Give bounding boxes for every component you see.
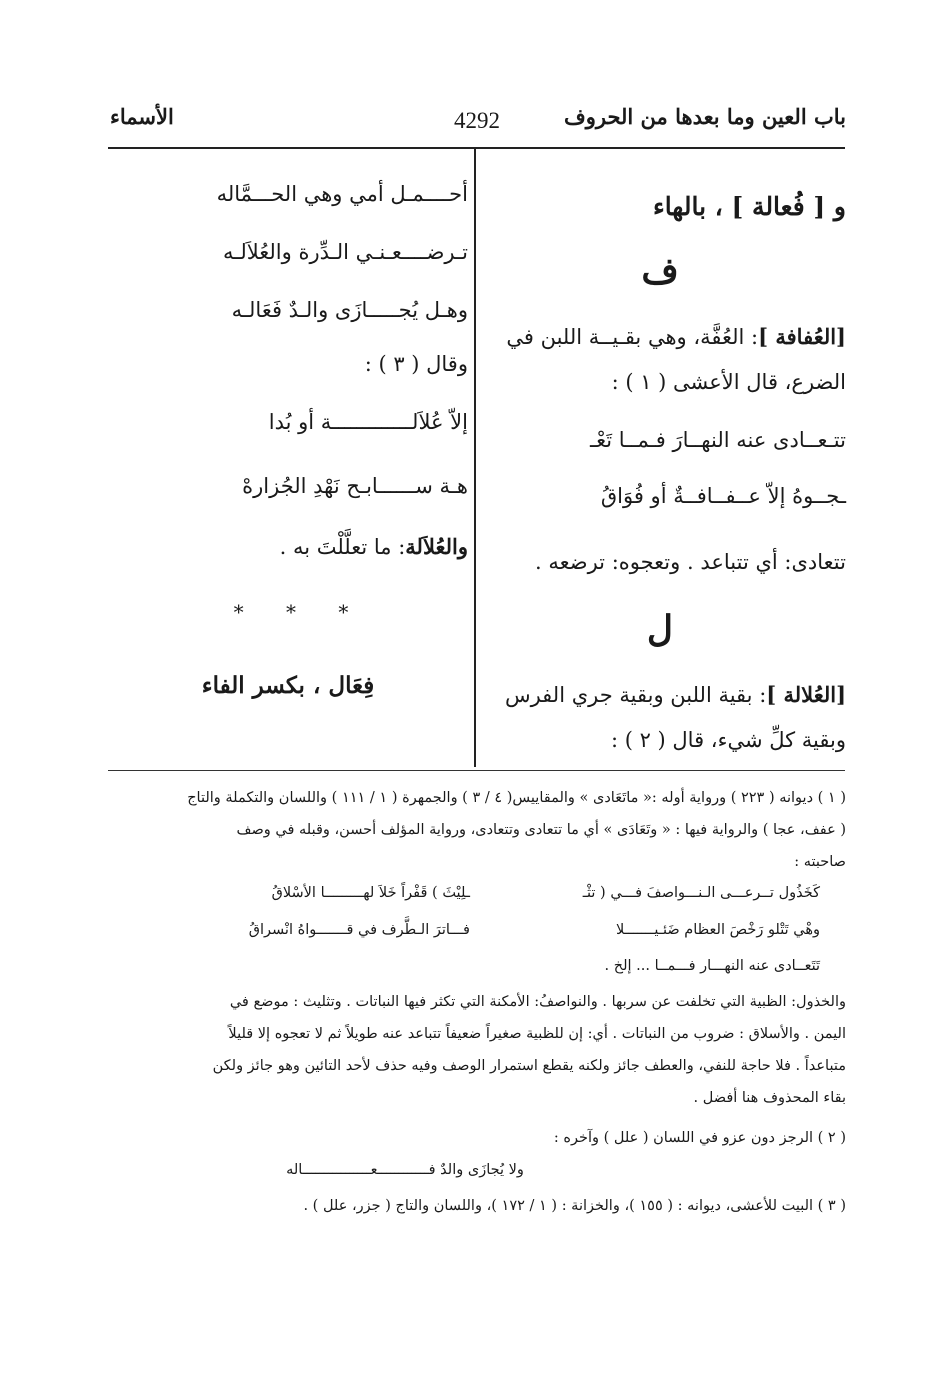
footnote-1-line: صاحبته : [794,854,846,870]
footnote-1-gloss: بقاء المحذوف هنا أفضل . [693,1090,846,1106]
entry-afafa-line1: [العُفافة ]: العُفَّة، وهي بقـيــة اللبن في [506,324,846,349]
footnote-1-gloss: والخذول: الظبية التي تخلفت عن سربها . والنواصفُ: الأمكنة التي تكثر فيها النباتات . وتثليث : موضع في [229,994,846,1010]
footnote-3: ( ٣ ) البيت للأعشى، ديوانه : ( ١٥٥ )، والخزانة : ( ١ / ١٧٢ )، واللسان والتاج ( جزر، علل ) . [303,1198,846,1214]
section-heading: و [ فُعالة ] ، بالهاء [652,192,846,221]
verse-line: وهـل يُجـــــازَى والـدٌ فَعَالـه [231,298,468,322]
verse-line: أحــــمـل أمي وهي الحـــمَّاله [216,182,468,206]
footnote-verse: فـــاترَ الـطَّرف في قـــــــواهُ انْسراقُ [248,922,470,938]
letter-heading-fa: ف [641,250,679,292]
explanation-line: تتعادى: أي تتباعد . وتعجوه: ترضعه . [535,550,846,574]
verse-line: تتـعــادى عنه النهــارَ فـمــا تَعْـ [589,428,846,452]
running-header-right: باب العين وما بعدها من الحروف [563,104,846,129]
definition-line: والعُلاَلة: ما تعلَّلْتَ به . [279,534,468,559]
entry-word: [العُفافة ] [758,324,846,349]
entry-word: [العُلالة ] [766,682,846,707]
footnote-verse: ـلِيْثَ ) قَفْراً خَلاَ لهـــــــــا الأسْلاقُ [271,885,470,901]
footnote-1-line: ( عفف، عجا ) والرواية فيها : « وتَعَادَى » أي ما تتعادى وتتعادى، ورواية المؤلف أحسن، وقبله في وصف [236,822,846,838]
column-divider [474,147,476,767]
subheading: فِعَال ، بكسر الفاء [201,672,375,699]
verse-line: إلاّ عُلاَلـــــــــــــة أو بُدا [268,410,468,434]
entry-ulala-line2: وبقية كلِّ شيء، قال ( ٢ ) : [610,728,846,752]
footnote-1-line: ( ١ ) ديوانه ( ٢٢٣ ) ورواية أوله :« ماتَعَادى » والمقاييس( ٤ / ٣ ) والجمهرة ( ١ / ١١١ ) واللسان والتكملة والتاج [187,790,846,806]
footnote-2: ( ٢ ) الرجز دون عزو في اللسان ( علل ) وآخره : [553,1130,846,1146]
entry-ulala-line1: [العُلالة ]: بقية اللبن وبقية جري الفرس [504,682,846,707]
footnote-verse: وهْي تَتْلو رَخْصَ العظام ضَئـيـــــــلا [615,922,820,938]
footnote-verse: تَتَعــادى عنه النهـــار فـــمــا ... إلخ . [604,958,820,974]
entry-afafa-line2: الضرع، قال الأعشى ( ١ ) : [611,370,846,394]
footnote-verse: كَخَذُول تــرعـــى الـنـــواصفَ فـــي ( تثْـ [582,885,820,901]
letter-heading-lam: ل [646,608,674,650]
verse-line: تـرضــــعـنـي الـدِّرة والعُلاَلـه [222,240,468,264]
qaal-line: وقال ( ٣ ) : [364,352,468,376]
footnote-rule [108,770,845,771]
footnote-1-gloss: اليمن . والأسلاق : ضروب من النباتات . أي: إن للظبية صغيراً ضعيفاً تتباعد عنه طويلاً ثم لا تعجوه إلا قليلاً [228,1026,846,1042]
header-rule [108,147,845,149]
verse-line: هـة ســــــابـح نَهْدِ الجُزارهْ [242,474,468,498]
page-number: 4292 [454,108,500,133]
footnote-1-gloss: متباعداً . فلا حاجة للنفي، والعطف جائز ولكنه يقطع استمرار الوصف وفيه حذف لأحد التائين وهو جائز ولكن [212,1058,846,1074]
footnote-2-verse: ولا يُجازَى والدٌ فــــــــــــعــــــــــــــــاله [286,1162,524,1178]
running-header-left: الأسماء [110,104,174,129]
section-separator-stars: * * * [233,600,367,624]
verse-line: ـجــوهُ إلاّ عــفــافــةٌ أو فُوَاقُ [600,484,846,508]
